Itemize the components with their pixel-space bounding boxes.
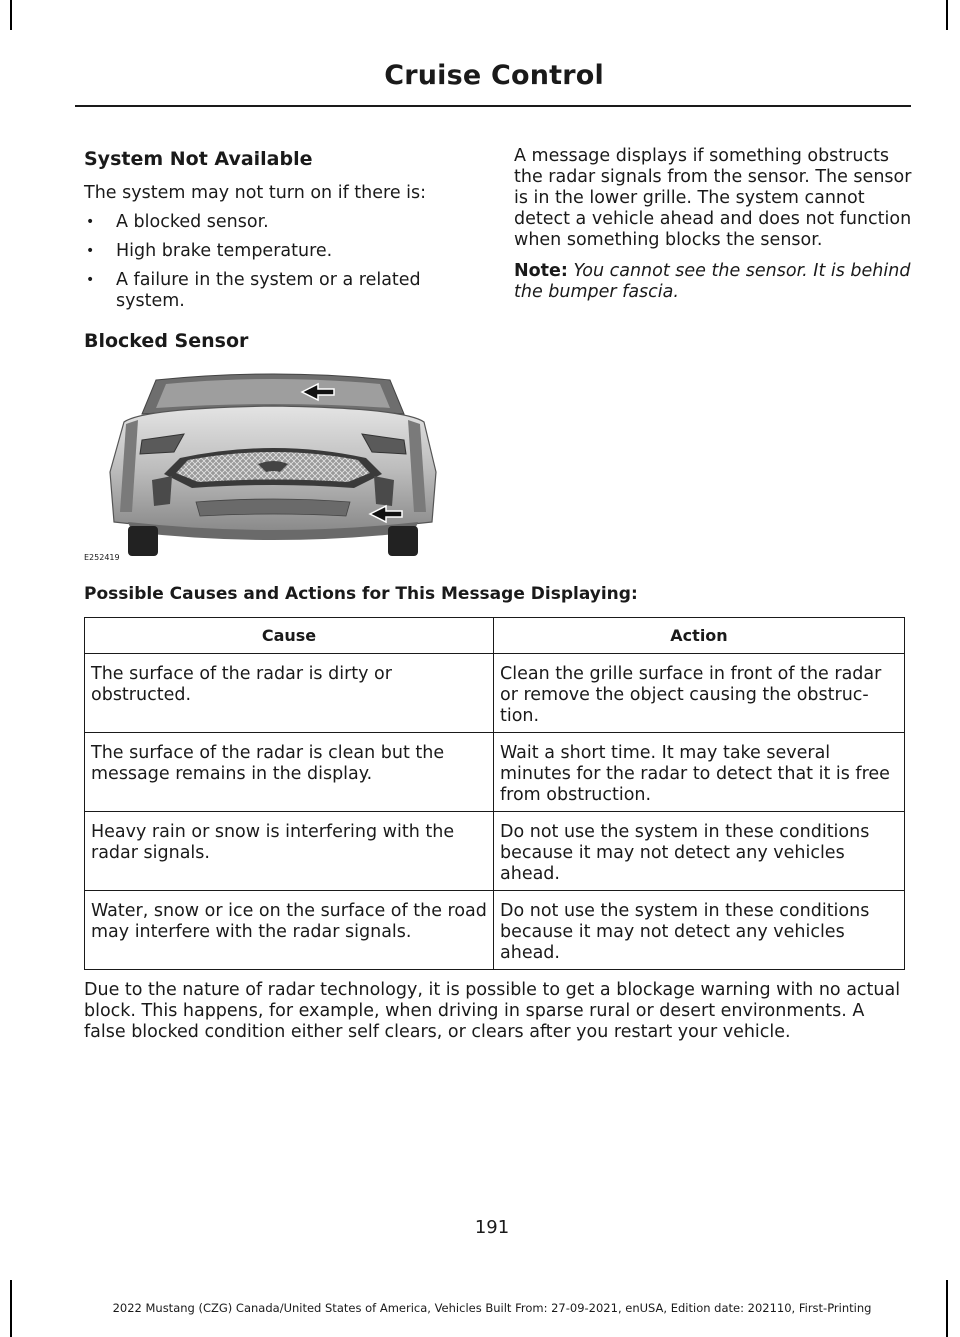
header-divider [75, 105, 911, 107]
car-front-drawing [84, 362, 462, 562]
left-column [84, 146, 464, 354]
column-header-action: Action [494, 618, 905, 654]
cause-cell: The surface of the radar is clean but the message remains in the display. [85, 733, 494, 812]
crop-mark-top-right [946, 0, 948, 30]
crop-mark-top-left [10, 0, 12, 30]
list-item: • A failure in the system or a related system. [84, 270, 464, 312]
list-item: • High brake temperature. [84, 241, 464, 262]
cause-cell: Water, snow or ice on the surface of the road may interfere with the radar signals. [85, 891, 494, 970]
column-header-cause: Cause [85, 618, 494, 654]
right-column [514, 146, 914, 303]
action-cell: Do not use the system in these conditions because it may not detect any vehicles ahead. [494, 812, 905, 891]
table-row [85, 654, 905, 733]
note-label: Note: [514, 261, 568, 281]
causes-actions-table [84, 617, 905, 970]
page-title: Cruise Control [384, 60, 604, 91]
section-heading: System Not Available [84, 148, 313, 170]
footer-text: 2022 Mustang (CZG) Canada/United States of America, Vehicles Built From: 27-09-2021, enUSA, Edition date: 202110, First-Printing [112, 1301, 872, 1315]
vehicle-front-illustration [84, 362, 462, 562]
figure-code: E252419 [84, 553, 120, 562]
bullet-list [84, 212, 464, 312]
closing-paragraph: Due to the nature of radar technology, it is possible to get a blockage warning with no actual block. This happens, for example, when driving in sparse rural or desert environments. A false blocked condition either self clears, or clears after you restart your vehicle. [84, 980, 901, 1042]
cause-cell: The surface of the radar is dirty or obstructed. [85, 654, 494, 733]
page-number: 191 [474, 1217, 510, 1238]
body-paragraph: A message displays if something obstructs the radar signals from the sensor. The sensor is in the lower grille. The system cannot detect a vehicle ahead and does not function when something blocks the sensor. [514, 146, 912, 250]
action-cell: Wait a short time. It may take several minutes for the radar to detect that it is free from obstruction. [494, 733, 905, 812]
table-row [85, 733, 905, 812]
table-row [85, 891, 905, 970]
subsection-heading: Blocked Sensor [84, 330, 249, 352]
table-header-row [85, 618, 905, 654]
action-cell: Clean the grille surface in front of the radar or remove the object causing the obstruc-tion. [494, 654, 905, 733]
table-heading: Possible Causes and Actions for This Message Displaying: [84, 584, 638, 604]
table-row [85, 812, 905, 891]
cause-cell: Heavy rain or snow is interfering with the radar signals. [85, 812, 494, 891]
intro-text: The system may not turn on if there is: [84, 183, 427, 203]
note [514, 261, 914, 303]
list-item: • A blocked sensor. [84, 212, 464, 233]
note-text: You cannot see the sensor. It is behind the bumper fascia. [514, 261, 911, 302]
action-cell: Do not use the system in these conditions because it may not detect any vehicles ahead. [494, 891, 905, 970]
